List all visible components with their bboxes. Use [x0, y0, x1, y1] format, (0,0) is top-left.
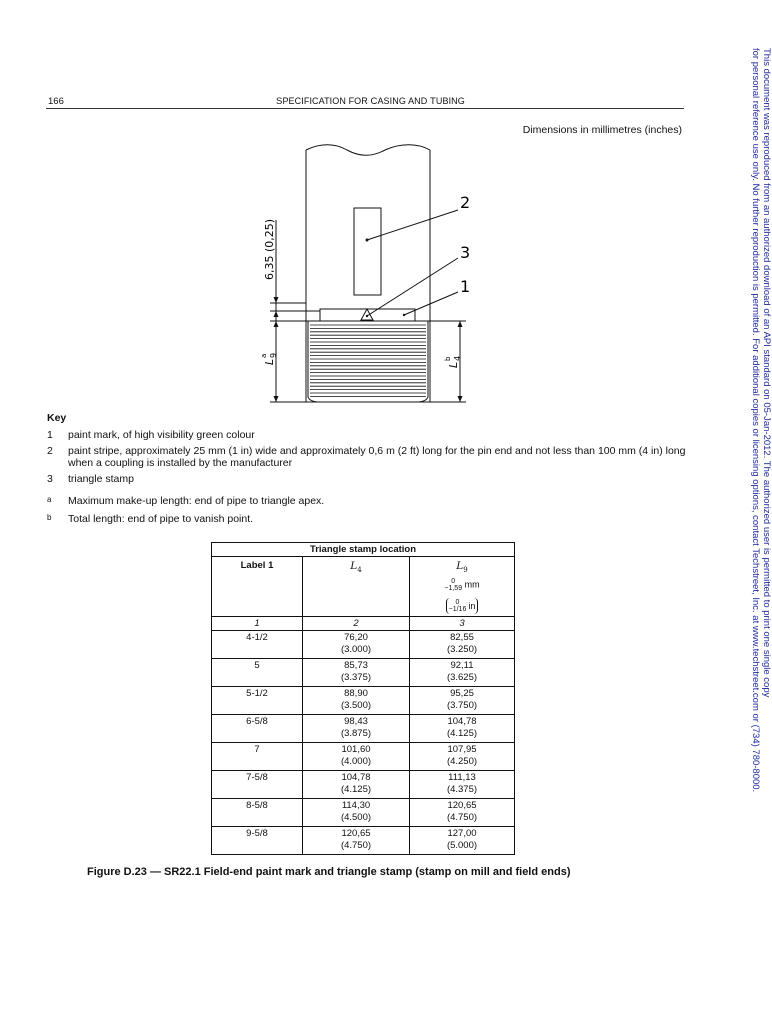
dim-l4-arrow-bottom: [458, 396, 463, 402]
table-cell: [212, 659, 303, 687]
thread-lines: [310, 325, 426, 396]
table-title: Triangle stamp location: [212, 543, 515, 557]
table-header-l9: [410, 557, 515, 617]
row-label: 5-1/2: [246, 688, 268, 699]
table-cell: [303, 687, 410, 715]
row-label: 7: [254, 744, 260, 755]
l9-in-value: (4.250): [446, 756, 478, 767]
l9-mm-value: 107,95: [447, 744, 477, 755]
table-cell: [410, 631, 515, 659]
dim-l9-arrow-top: [274, 321, 279, 327]
table-cell: [410, 715, 515, 743]
table-header-l4-sub: 4: [357, 566, 362, 575]
dim-6-35-arrow-bottom: [274, 311, 279, 317]
table-header-l9-sub: 9: [463, 566, 468, 575]
triangle-dot: [366, 315, 368, 317]
tol-mm-unit: mm: [464, 579, 480, 590]
watermark-line-2: for personal reference use only. No further reproduction is permitted. For additional copies or licensing options, contact Techstreet, Inc. at www.techstreet.com or (734) 780-8000.: [750, 48, 761, 793]
l9-in-value: (4.750): [446, 812, 478, 823]
table-cell: [303, 771, 410, 799]
tolerance-mm: [410, 578, 514, 592]
l4-in-value: (3.000): [340, 644, 372, 655]
tol-mm-upper: 0: [451, 578, 456, 586]
table-row: [212, 799, 515, 827]
dim-l9-sup: a: [260, 353, 268, 358]
leader-1: [404, 292, 458, 315]
dim-l9-arrow-bottom: [274, 396, 279, 402]
header-rule: [46, 108, 684, 109]
l4-in-value: (4.000): [340, 756, 372, 767]
paint-mark-dot: [403, 314, 405, 316]
dim-l4-arrow-top: [458, 321, 463, 327]
table-cell: [410, 743, 515, 771]
l9-in-value: (3.625): [446, 672, 478, 683]
dim-l9-sub: 9: [269, 352, 278, 358]
column-number: 2: [303, 617, 410, 631]
callout-2: 2: [460, 193, 471, 212]
row-label: 7-5/8: [246, 772, 268, 783]
dim-l4-sup: b: [444, 356, 452, 361]
l4-mm-value: 85,73: [344, 660, 368, 671]
triangle-stamp: [361, 309, 373, 320]
key-note-text: Maximum make-up length: end of pipe to triangle apex.: [68, 495, 325, 507]
dim-l9-label: L: [263, 358, 276, 365]
l9-mm-value: 111,13: [448, 772, 476, 783]
table-header-l4: [303, 557, 410, 617]
table-header-l4-symbol: L: [350, 560, 358, 572]
figure-caption: Figure D.23 — SR22.1 Field-end paint mark and triangle stamp (stamp on mill and field ends): [87, 866, 571, 878]
running-title-cap-s: S: [276, 96, 283, 107]
key-item: [47, 429, 697, 441]
l9-mm-value: 92,11: [450, 660, 474, 671]
l4-in-value: (3.375): [340, 672, 372, 683]
key-item-number: 1: [47, 429, 53, 441]
key-item-text: paint stripe, approximately 25 mm (1 in) wide and approximately 0,6 m (2 ft) long for the pin end and not less than 100 mm (4 in) long when a coupling is installed by the manufacturer: [68, 445, 686, 469]
table-cell: [303, 743, 410, 771]
dimensions-note: Dimensions in millimetres (inches): [522, 124, 682, 136]
table-cell: [303, 659, 410, 687]
l4-in-value: (4.750): [340, 840, 372, 851]
callout-1: 1: [460, 277, 471, 296]
table-cell: [212, 687, 303, 715]
running-title-part-1: PECIFICATION FOR: [282, 96, 371, 106]
table-cell: [212, 799, 303, 827]
l9-in-value: (3.250): [446, 644, 478, 655]
l4-in-value: (3.500): [340, 700, 372, 711]
table-cell: [212, 631, 303, 659]
key-item-text: triangle stamp: [68, 473, 134, 485]
l9-in-value: (5.000): [446, 840, 478, 851]
table-row: [212, 687, 515, 715]
table-header-l9-symbol: L: [456, 560, 464, 572]
l4-in-value: (3.875): [340, 728, 372, 739]
running-title-part-3: UBING: [435, 96, 465, 106]
running-title: [276, 96, 465, 107]
column-number: 1: [212, 617, 303, 631]
key-note-text: Total length: end of pipe to vanish point.: [68, 513, 254, 525]
l9-in-value: (3.750): [446, 700, 478, 711]
table-header-label1: Label 1: [212, 557, 303, 617]
l9-mm-value: 120,65: [447, 800, 477, 811]
dim-6-35-arrow-top: [274, 297, 279, 303]
tol-mm-lower: −1,59: [444, 585, 463, 593]
row-label: 4-1/2: [246, 632, 268, 643]
running-title-cap-c: C: [370, 96, 378, 107]
l4-mm-value: 104,78: [341, 772, 371, 783]
key-note-marker: b: [47, 513, 52, 522]
dim-l4-sub: 4: [453, 355, 462, 361]
l9-mm-value: 104,78: [447, 716, 477, 727]
l4-mm-value: 98,43: [344, 716, 368, 727]
l4-mm-value: 114,30: [341, 800, 371, 811]
table-cell: [212, 771, 303, 799]
table-cell: [303, 827, 410, 855]
key-item-text: paint mark, of high visibility green colour: [68, 429, 255, 441]
l4-in-value: (4.500): [340, 812, 372, 823]
l9-mm-value: 82,55: [450, 632, 474, 643]
key-heading: Key: [47, 412, 67, 424]
table-cell: [212, 743, 303, 771]
l9-in-value: (4.125): [446, 728, 478, 739]
column-number-row: [212, 617, 515, 631]
column-number: 3: [410, 617, 515, 631]
callout-3: 3: [460, 243, 471, 262]
row-label: 6-5/8: [246, 716, 268, 727]
page-number: 166: [48, 96, 64, 107]
table-cell: [212, 827, 303, 855]
key-note-marker: a: [47, 495, 52, 504]
key-note: [47, 495, 697, 507]
tolerance-in: [410, 596, 514, 614]
l4-mm-value: 101,60: [341, 744, 371, 755]
table-cell: [410, 771, 515, 799]
row-label: 8-5/8: [246, 800, 268, 811]
row-label: 9-5/8: [246, 828, 268, 839]
key-note: [47, 513, 697, 525]
table-row: [212, 631, 515, 659]
tol-in-unit: in: [468, 601, 476, 612]
paint-stripe: [354, 208, 381, 295]
l9-mm-value: 127,00: [447, 828, 477, 839]
download-watermark: [742, 48, 772, 808]
l4-mm-value: 120,65: [341, 828, 371, 839]
pipe-break-line: [306, 145, 430, 156]
table-cell: [212, 715, 303, 743]
table-row: [212, 715, 515, 743]
tol-in-upper: 0: [455, 599, 460, 607]
tol-in-lower: −1/16: [448, 606, 467, 614]
running-title-cap-t: T: [429, 96, 436, 107]
l4-mm-value: 76,20: [344, 632, 368, 643]
table-cell: [303, 715, 410, 743]
table-cell: [303, 631, 410, 659]
running-title-part-2: ASING AND: [377, 96, 430, 106]
key-item: [47, 473, 697, 485]
dim-6-35-label: 6,35 (0,25): [263, 218, 276, 280]
table-row: [212, 771, 515, 799]
table-cell: [410, 799, 515, 827]
table-row: [212, 827, 515, 855]
row-label: 5: [254, 660, 260, 671]
table-body: [212, 631, 515, 855]
table-cell: [410, 687, 515, 715]
l9-in-value: (4.375): [446, 784, 478, 795]
key-item: [47, 445, 697, 469]
table-cell: [303, 799, 410, 827]
dim-l4-label: L: [447, 361, 460, 368]
table-cell: [410, 659, 515, 687]
table-row: [212, 743, 515, 771]
pipe-end-drawing: [240, 140, 480, 410]
table-row: [212, 659, 515, 687]
key-item-number: 3: [47, 473, 53, 485]
table-cell: [410, 827, 515, 855]
l4-mm-value: 88,90: [344, 688, 368, 699]
key-item-number: 2: [47, 445, 53, 457]
watermark-line-1: This document was reproduced from an authorized download of an API standard on 05-Jan-2012. The authorized user is permitted to print one single copy: [761, 48, 772, 698]
l9-mm-value: 95,25: [450, 688, 474, 699]
triangle-stamp-table: [211, 542, 515, 855]
key-section: [47, 412, 697, 525]
paint-stripe-dot: [366, 239, 369, 242]
l4-in-value: (4.125): [340, 784, 372, 795]
